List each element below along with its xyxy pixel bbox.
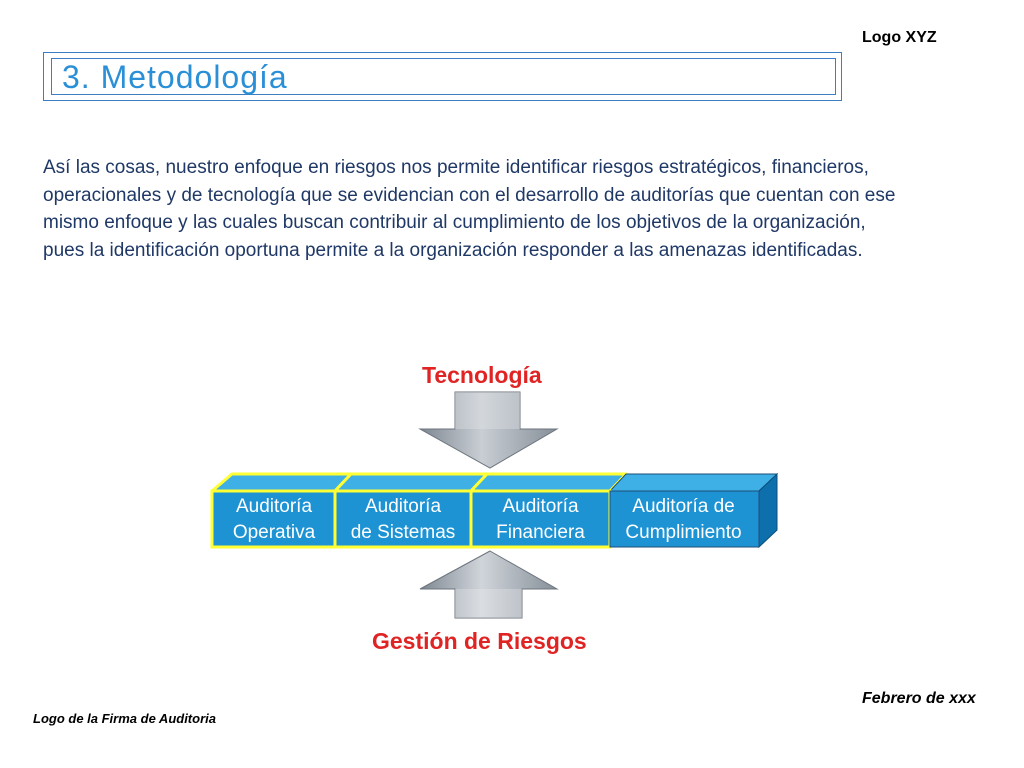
header-logo: Logo XYZ [862, 29, 937, 46]
body-paragraph: Así las cosas, nuestro enfoque en riesgos nos permite identificar riesgos estratégicos, financieros, operacionales y de tecnología que se evidencian con el desarrollo de auditorías que cuentan con ese mismo enfoque y las cuales buscan contribuir al cumplimiento de los objetivos de la organización, pues la identificación oportuna permite a la organización responder a las amenazas identificadas. [43, 157, 896, 261]
up-arrow-icon [420, 551, 557, 618]
footer-firm-logo: Logo de la Firma de Auditoria [33, 711, 216, 726]
diagram-bottom-label: Gestión de Riesgos [372, 628, 587, 654]
down-arrow-icon [420, 392, 557, 468]
box-top-faces [212, 474, 777, 491]
page-title: 3. Metodología [62, 59, 288, 95]
footer-date: Febrero de xxx [862, 690, 976, 707]
diagram-top-label: Tecnología [422, 362, 542, 388]
box-label-financiera: Auditoría Financiera [496, 496, 585, 543]
box-label-operativa: Auditoría Operativa [232, 496, 316, 543]
box-label-cumplimiento: Auditoría de Cumplimiento [625, 496, 742, 543]
box-label-sistemas: Auditoría de Sistemas [350, 496, 456, 543]
